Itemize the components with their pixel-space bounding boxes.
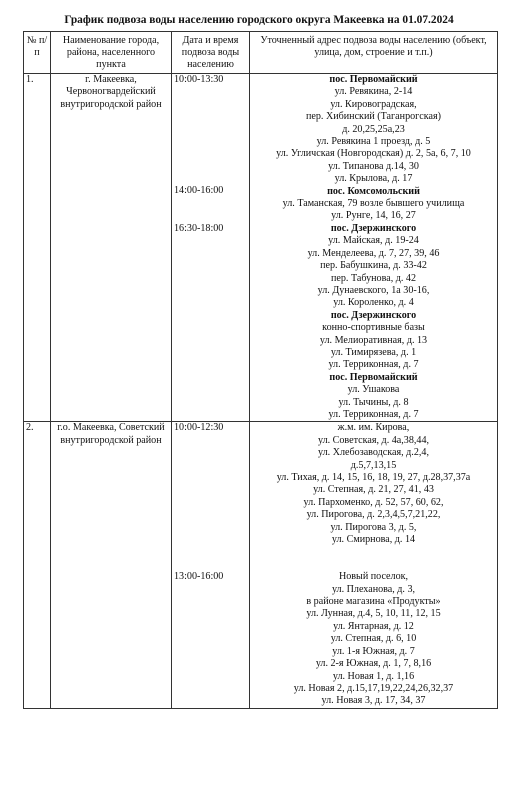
table-row — [24, 422, 498, 708]
address-line: д. 20,25,25а,23 — [342, 123, 405, 135]
address-line: ул. Рунге, 14, 16, 27 — [331, 210, 416, 222]
address-line: ул. Новая 2, д.15,17,19,22,24,26,32,37 — [293, 682, 454, 694]
address-line: пер. Табунова, д. 42 — [330, 272, 417, 284]
address-line: ул. Смирнова, д. 14 — [331, 534, 416, 546]
document-title: График подвоза воды населению городского округа Макеевка на 01.07.2024 — [64, 14, 454, 26]
address-line: Новый поселок, — [338, 571, 409, 583]
time-slot: 10:00-13:30 — [174, 74, 224, 85]
address-line: ул. Плеханова, д. 3, — [331, 583, 416, 595]
row-address — [250, 422, 498, 708]
address-line: ул. Степная, д. 21, 27, 41, 43 — [313, 484, 434, 496]
address-line — [252, 559, 495, 571]
address-line: ул. 1-я Южная, д. 7 — [332, 645, 415, 657]
row-times — [172, 422, 250, 708]
row-number: 1. — [24, 74, 51, 422]
address-line: ул. Кировоградская, — [330, 98, 417, 110]
time-slot: 13:00-16:00 — [174, 570, 224, 582]
address-line: ул. Ушакова — [347, 384, 400, 396]
address-line: ул. 2-я Южная, д. 1, 7, 8,16 — [315, 658, 432, 670]
address-line: ул. Степная, д. 6, 10 — [330, 633, 417, 645]
address-line: ул. Пирогова, д. 2,3,4,5,7,21,22, — [306, 509, 441, 521]
address-line: ул. Тихая, д. 14, 15, 16, 18, 19, 27, д.28,37,37а — [276, 472, 471, 483]
water-schedule-table — [23, 31, 498, 709]
address-line: ул. Тычины, д. 8 — [338, 396, 409, 408]
address-line: ул. Тимирязева, д. 1 — [330, 346, 417, 358]
address-line: ул. Терриконная, д. 7 — [328, 408, 419, 420]
header-time: Дата и время подвоза воды населению — [172, 32, 250, 74]
address-line: ул. Пархоменко, д. 52, 57, 60, 62, — [303, 496, 444, 508]
address-line: ул. Короленко, д. 4 — [333, 297, 414, 309]
address-line: пос. Первомайский — [329, 74, 418, 85]
row-district: г. Макеевка, Червоногвардейский внутригородской район — [51, 74, 172, 422]
table-row — [24, 74, 498, 422]
address-line: ул. Советская, д. 4а,38,44, — [317, 434, 430, 446]
row-number: 2. — [24, 422, 51, 708]
address-line: в районе магазина «Продукты» — [306, 596, 441, 608]
address-line: ул. Ревякина, 2-14 — [334, 86, 413, 98]
address-line: ул. Менделеева, д. 7, 27, 39, 46 — [307, 247, 440, 259]
address-line: ул. Типанова д.14, 30 — [328, 160, 419, 172]
address-line: ул. Угличская (Новгородская) д. 2, 5а, 6, 7, 10 — [276, 148, 471, 160]
row-address — [250, 74, 498, 422]
address-line: ул. Крылова, д. 17 — [334, 173, 413, 185]
address-line: пер. Бабушкина, д. 33-42 — [320, 260, 427, 272]
address-line — [252, 546, 495, 558]
row-district: г.о. Макеевка, Советский внутригородской район — [51, 422, 172, 708]
address-line: ул. Ревякина 1 проезд, д. 5 — [316, 136, 431, 148]
address-line: пер. Хибинский (Таганрогская) — [305, 111, 442, 123]
time-slot: 16:30-18:00 — [174, 222, 224, 234]
table-header-row — [24, 32, 498, 74]
address-line: конно-спортивные базы — [322, 322, 425, 334]
address-line: ул. Пирогова 3, д. 5, — [330, 521, 417, 533]
address-line: ул. Таманская, 79 возле бывшего училища — [282, 198, 465, 210]
address-line: ул. Майская, д. 19-24 — [328, 235, 419, 247]
time-slot: 10:00-12:30 — [174, 422, 224, 434]
address-line: ул. Дунаевского, 1а 30-16, — [317, 284, 430, 296]
address-line: пос. Первомайский — [329, 371, 418, 383]
header-address: Уточненный адрес подвоза воды населению (объект, улица, дом, строение и т.п.) — [250, 32, 498, 74]
header-district: Наименование города, района, населенного пункта — [51, 32, 172, 74]
address-line: ул. Мелиоративная, д. 13 — [319, 334, 428, 346]
address-line: пос. Комсомольский — [327, 185, 420, 197]
address-line: ул. Новая 3, д. 17, 34, 37 — [321, 695, 426, 707]
address-line: пос. Дзержинского — [330, 222, 417, 234]
address-line: ул. Терриконная, д. 7 — [328, 359, 419, 371]
address-line: ул. Лунная, д.4, 5, 10, 11, 12, 15 — [306, 608, 441, 620]
time-slot: 14:00-16:00 — [174, 185, 224, 197]
address-line: ул. Янтарная, д. 12 — [333, 620, 414, 632]
address-line: ул. Хлебозаводская, д.2,4, — [318, 447, 429, 459]
address-line: ж.м. им. Кирова, — [337, 422, 410, 434]
address-line: д.5,7,13,15 — [350, 459, 397, 471]
row-times — [172, 74, 250, 422]
address-line: пос. Дзержинского — [330, 309, 417, 321]
header-num: № п/п — [24, 32, 51, 74]
address-line: ул. Новая 1, д. 1,16 — [332, 670, 415, 682]
